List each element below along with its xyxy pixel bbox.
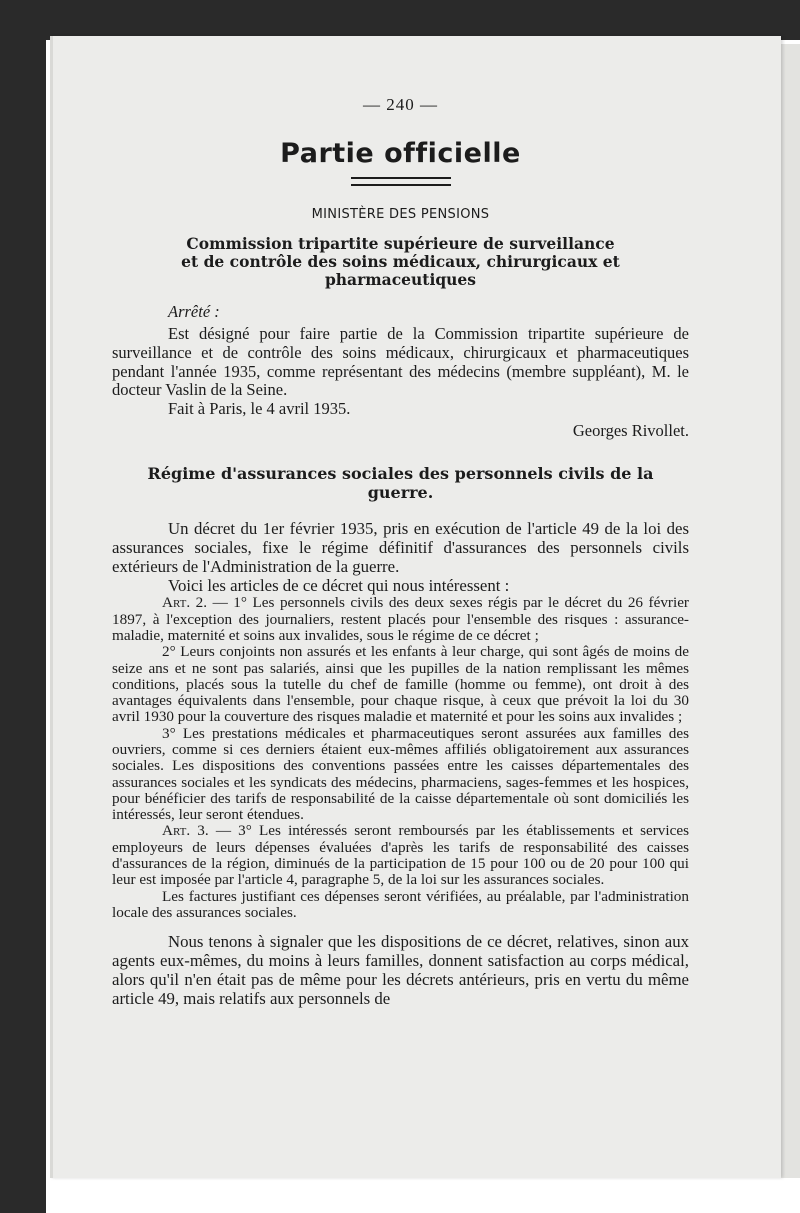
arrete-date: Fait à Paris, le 4 avril 1935. bbox=[168, 398, 351, 418]
arrete-body: Est désigné pour faire partie de la Commission tripartite supérieure de surveillance et de contrôle des soins médicaux, chirurgicaux et pharmaceutiques pendant l'année 1935, comme représentant des médecins (membre suppléant), M. le docteur Vaslin de la Seine. bbox=[112, 324, 689, 400]
article-3-p1 bbox=[112, 823, 689, 888]
arrete-label: Arrêté : bbox=[168, 301, 220, 321]
ministry-label: MINISTÈRE DES PENSIONS bbox=[311, 207, 490, 223]
article-2-label: Art. 2. bbox=[162, 594, 208, 612]
decree-intro: Un décret du 1er février 1935, pris en exécution de l'article 49 de la loi des assurances sociales, fixe le régime définitif d'assurances des personnels civils extérieurs de l'Administration de la guerre. bbox=[112, 519, 689, 576]
commission-heading-line2: et de contrôle des soins médicaux, chirurgicaux et pharmaceutiques bbox=[181, 251, 620, 289]
signature: Georges Rivollet. bbox=[572, 421, 689, 441]
article-2-p2: 2° Leurs conjoints non assurés et les enfants à leur charge, qui sont âgés de moins de seize ans et ne sont pas salariés, ainsi que les pupilles de la nation remplissant les mêmes conditions, placés sous la tutelle du chef de famille (homme ou femme), ont droit à des avantages équivalents dans l'ensemble, pour chaque risque, à ceux que prévoit la loi du 30 avril 1930 pour la couverture des risques maladie et maternité et pour les soins aux invalides ; bbox=[112, 643, 689, 726]
article-2-p1 bbox=[112, 595, 689, 644]
page-content bbox=[112, 96, 689, 1008]
commission-heading bbox=[112, 235, 689, 289]
commission-heading-line1: Commission tripartite supérieure de surveillance bbox=[186, 233, 615, 253]
article-3-p1-text: — 3° Les intéressés seront remboursés par les établissements et services employeurs de leurs dépenses évaluées d'après les tarifs de responsabilité des caisses d'assurances de la région, diminués de la participation de 15 pour 100 ou de 20 pour 100 qui leur est imposée par l'article 4, paragraphe 5, de la loi sur les assurances sociales. bbox=[112, 822, 689, 889]
article-3-p2: Les factures justifiant ces dépenses seront vérifiées, au préalable, par l'administration locale des assurances sociales. bbox=[112, 887, 689, 921]
scan-border-top bbox=[0, 0, 800, 40]
page-number: — 240 — bbox=[363, 95, 438, 114]
decree-intro-2: Voici les articles de ce décret qui nous intéressent : bbox=[168, 575, 510, 595]
scan-border-left bbox=[0, 0, 46, 1213]
decree-intro-block bbox=[112, 520, 689, 595]
article-2-p1-text: — 1° Les personnels civils des deux sexes régis par le décret du 26 février 1897, à l'exception des journaliers, restent placés pour l'ensemble des risques : assurance-maladie, maternité et soins aux invalides, sous le régime de ce décret ; bbox=[112, 594, 689, 644]
page-title: Partie officielle bbox=[280, 137, 521, 169]
title-rule bbox=[351, 177, 451, 186]
articles-block bbox=[112, 595, 689, 921]
assurances-heading: Régime d'assurances sociales des personnels civils de la guerre. bbox=[147, 463, 654, 502]
article-3-label: Art. 3. bbox=[162, 822, 209, 840]
closing-paragraph: Nous tenons à signaler que les dispositions de ce décret, relatives, sinon aux agents eux-mêmes, du moins à leurs familles, donnent satisfaction au corps médical, alors qu'il n'en était pas de même pour les décrets antérieurs, pris en vertu du même article 49, mais relatifs aux personnels de bbox=[112, 932, 689, 1008]
closing-block bbox=[112, 933, 689, 1008]
article-2-p3: 3° Les prestations médicales et pharmaceutiques seront assurées aux familles des ouvriers, comme si ces derniers étaient eux-mêmes affiliés obligatoirement aux assurances sociales. Les dispositions des conventions passées entre les caisses départementales des assurances sociales et les syndicats des médecins, pharmaciens, sages-femmes et les hospices, pour bénéficier des tarifs de responsabilité de la caisse départementale où sont domiciliés les intéressés, leur seront étendues. bbox=[112, 724, 689, 824]
